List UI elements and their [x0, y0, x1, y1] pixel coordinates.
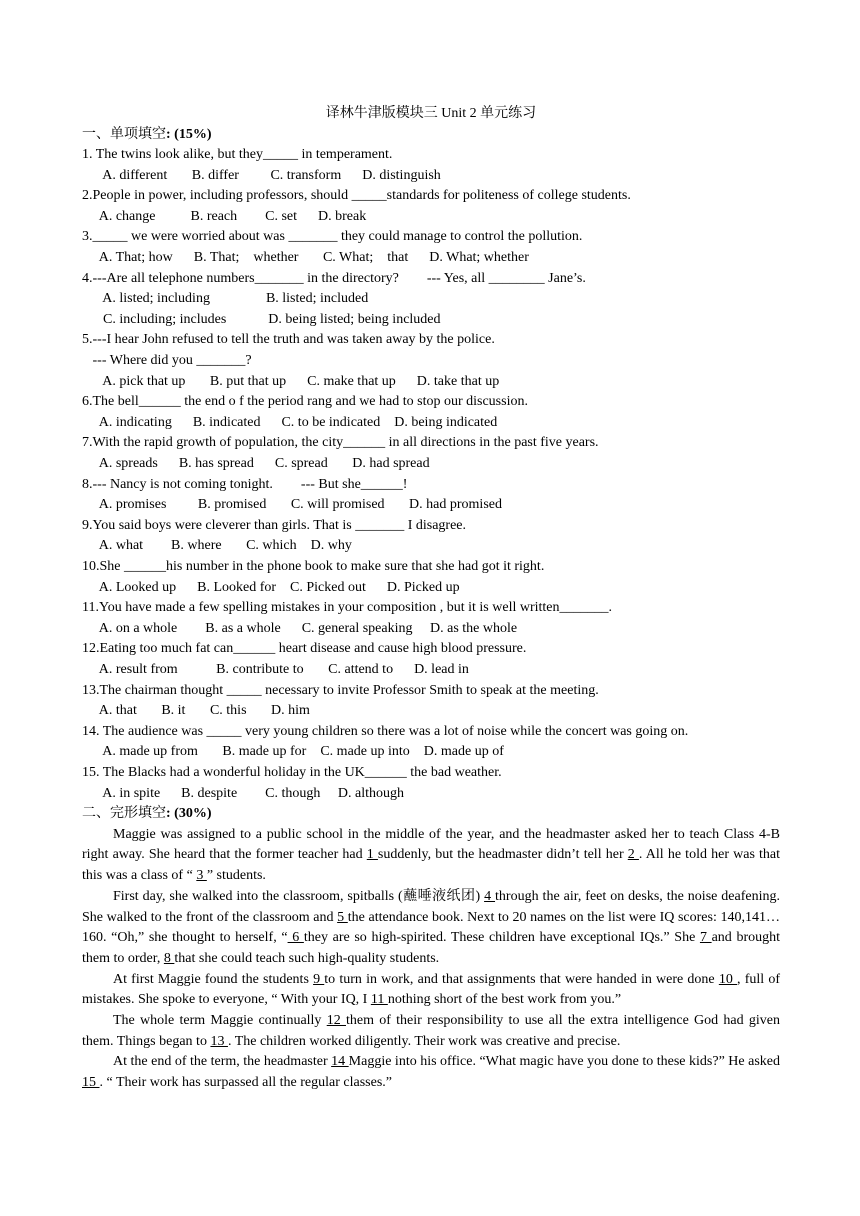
question-stem: --- Where did you _______?: [82, 353, 252, 369]
question-stem: 3._____ we were worried about was _______ they could manage to control the pollution.: [82, 229, 583, 245]
passage-text: nothing short of the best work from you.”: [387, 992, 622, 1008]
question-stem: 6.The bell______ the end o f the period rang and we had to stop our discussion.: [82, 394, 528, 410]
cloze-blank-6: 6: [287, 930, 304, 946]
cloze-blank-12: 12: [326, 1013, 346, 1029]
passage-text: . The children worked diligently. Their work was creative and precise.: [227, 1033, 621, 1049]
question-stem: 1. The twins look alike, but they_____ in temperament.: [82, 147, 393, 163]
passage-text: Maggie into his office. “What magic have you done to these kids?” He asked: [348, 1054, 781, 1070]
question-stem: 13.The chairman thought _____ necessary to invite Professor Smith to speak at the meeting.: [82, 682, 599, 698]
section-score: : (15%): [166, 126, 212, 142]
cloze-blank-11: 11: [370, 992, 388, 1008]
question-options: A. Looked up B. Looked for C. Picked out D. Picked up: [82, 579, 460, 595]
question-options: A. different B. differ C. transform D. distinguish: [82, 167, 441, 183]
question-options: A. indicating B. indicated C. to be indicated D. being indicated: [82, 414, 498, 430]
passage-text: they are so high-spirited. These children have exceptional IQs.” She: [303, 930, 700, 946]
section-heading-cloze: [82, 804, 780, 825]
cloze-blank-10: 10: [718, 971, 738, 987]
cloze-blank-4: 4: [484, 888, 496, 904]
cloze-blank-3: 3: [196, 868, 207, 884]
cloze-blank-14: 14: [331, 1054, 349, 1070]
passage-text: . “ Their work has surpassed all the regular classes.”: [99, 1075, 392, 1091]
passage-text: ” students.: [206, 868, 266, 884]
section-heading-single-choice: [82, 125, 780, 146]
question-options: A. result from B. contribute to C. attend to D. lead in: [82, 661, 469, 677]
worksheet-page: [82, 104, 780, 1094]
passage-text: suddenly, but the headmaster didn’t tell her: [377, 847, 628, 863]
question-options: A. listed; including B. listed; included: [82, 291, 369, 307]
question-stem: 12.Eating too much fat can______ heart disease and cause high blood pressure.: [82, 641, 527, 657]
question-options: A. pick that up B. put that up C. make that up D. take that up: [82, 373, 500, 389]
question-options: A. that B. it C. this D. him: [82, 703, 310, 719]
question-options: A. spreads B. has spread C. spread D. had spread: [82, 456, 430, 471]
section-label: 一、单项填空: [82, 126, 166, 142]
question-stem: 8.--- Nancy is not coming tonight. --- But she______!: [82, 476, 408, 492]
question-stem: 10.She ______his number in the phone book to make sure that she had got it right.: [82, 558, 545, 574]
question-stem: 4.---Are all telephone numbers_______ in the directory? --- Yes, all ________ Jane’s.: [82, 270, 586, 286]
question-stem: 5.---I hear John refused to tell the truth and was taken away by the police.: [82, 332, 495, 348]
question-options: A. on a whole B. as a whole C. general speaking D. as the whole: [82, 620, 518, 636]
passage-text: . All he told her was that this was a class of “: [82, 847, 781, 884]
question-stem: 14. The audience was _____ very young children so there was a lot of noise while the concert was going on.: [82, 723, 689, 739]
question-stem: 9.You said boys were cleverer than girls. That is _______ I disagree.: [82, 517, 467, 533]
passage-text: to turn in work, and that assignments that were handed in were done: [324, 971, 719, 987]
question-stem: 15. The Blacks had a wonderful holiday in the UK______ the bad weather.: [82, 764, 502, 780]
cloze-blank-7: 7: [699, 930, 712, 946]
cloze-paragraph-2: [82, 887, 780, 970]
passage-text: The whole term Maggie continually: [113, 1013, 327, 1029]
cloze-blank-2: 2: [627, 847, 639, 863]
passage-text: At the end of the term, the headmaster: [113, 1054, 332, 1070]
passage-text: At first Maggie found the students: [113, 971, 314, 987]
passage-text: the attendance book. Next to 20 names on the list were IQ scores: 140,141…160. “Oh,” she thought to herself, “: [82, 909, 780, 946]
cloze-paragraph-1: [82, 825, 780, 887]
question-stem: 11.You have made a few spelling mistakes in your composition , but it is well written_______.: [82, 600, 612, 616]
cloze-blank-9: 9: [313, 971, 325, 987]
question-options: C. including; includes D. being listed; being included: [82, 311, 441, 327]
cloze-blank-13: 13: [210, 1033, 228, 1049]
cloze-paragraph-4: [82, 1011, 780, 1052]
cloze-paragraph-5: [82, 1052, 780, 1093]
passage-text: Maggie was assigned to a public school in the middle of the year, and the headmaster asked her to teach Class 4-B right away. She heard that the former teacher had: [82, 826, 780, 863]
question-options: A. That; how B. That; whether C. What; that D. What; whether: [82, 250, 529, 266]
passage-text: through the air, feet on desks, the noise deafening. She walked to the front of the classroom and: [82, 888, 781, 925]
question-options: A. change B. reach C. set D. break: [82, 208, 367, 224]
passage-text: First day, she walked into the classroom, spitballs (蘸唾液纸团): [113, 888, 485, 904]
passage-text: them of their responsibility to use all the extra intelligence God had given them. Things began to: [82, 1013, 781, 1049]
question-stem: 7.With the rapid growth of population, the city______ in all directions in the past five years.: [82, 435, 599, 451]
cloze-blank-15: 15: [82, 1075, 100, 1091]
section-score: : (30%): [166, 806, 212, 822]
passage-text: , full of mistakes. She spoke to everyone, “ With your IQ, I: [82, 971, 780, 1008]
question-options: A. promises B. promised C. will promised D. had promised: [82, 497, 502, 513]
cloze-blank-1: 1: [366, 847, 378, 863]
cloze-paragraph-3: [82, 970, 780, 1011]
question-options: A. made up from B. made up for C. made up into D. made up of: [82, 744, 504, 760]
section-label: 二、完形填空: [82, 806, 166, 822]
cloze-blank-5: 5: [337, 909, 348, 925]
page-title: 译林牛津版模块三 Unit 2 单元练习: [325, 106, 537, 121]
question-options: A. what B. where C. which D. why: [82, 538, 352, 554]
cloze-blank-8: 8: [163, 950, 175, 966]
passage-text: and brought them to order,: [82, 930, 781, 966]
question-stem: 2.People in power, including professors, should _____standards for politeness of college students.: [82, 188, 631, 204]
question-options: A. in spite B. despite C. though D. although: [82, 785, 404, 801]
passage-text: that she could teach such high-quality students.: [174, 950, 440, 966]
